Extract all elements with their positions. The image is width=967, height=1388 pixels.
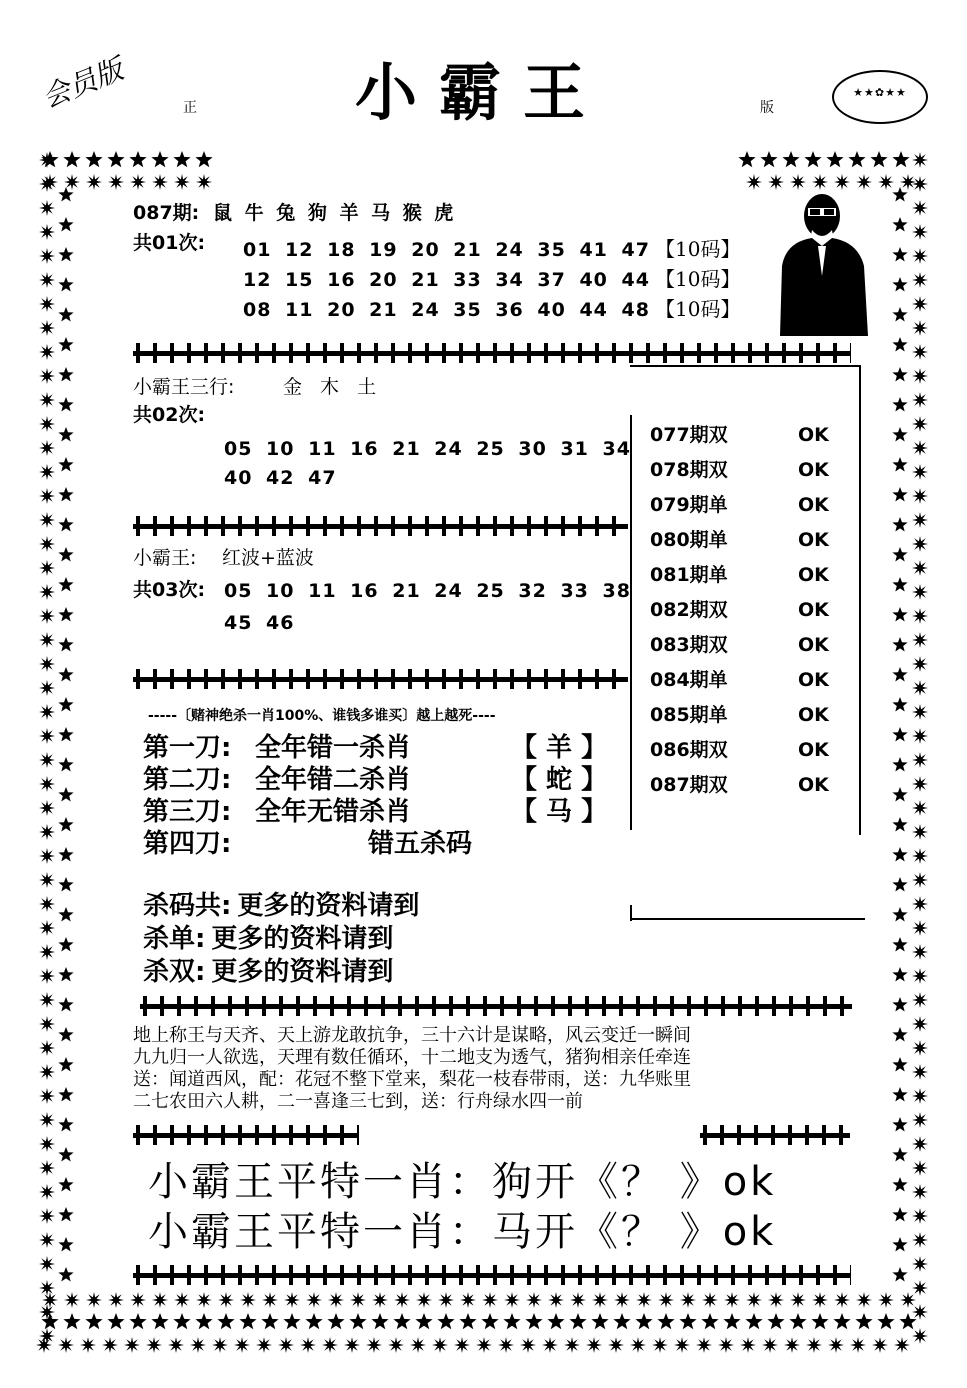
knife-desc: 全年错二杀肖: [255, 765, 412, 795]
knife-row: [143, 828, 473, 860]
knife-label: 第一刀:: [143, 733, 232, 763]
poem-line: 九九归一人欲选，天理有数任循环，十二地支为透气，猪狗相亲任牵连: [133, 1047, 691, 1068]
zodiac-list: 鼠 牛 兔 狗 羊 马 猴 虎: [213, 202, 457, 224]
history-row: [650, 455, 829, 490]
history-period: 078期双: [650, 459, 728, 481]
history-result: OK: [798, 774, 829, 796]
seal-stars: ★★✿★★: [853, 86, 907, 99]
prediction-line: 小霸王平特一肖：马开《？ 》ok: [148, 1209, 777, 1255]
poem-line: 二七农田六人耕，二一喜逢三七到，送：行舟绿水四一前: [133, 1091, 583, 1112]
history-result: OK: [798, 459, 829, 481]
history-period: 081期单: [650, 564, 728, 586]
divider-rail: [133, 1264, 851, 1286]
count-label-3: 共03次:: [133, 579, 206, 601]
divider-rail: [133, 668, 628, 690]
kill-label: 杀单:: [143, 924, 206, 954]
number-row: 40 42 47: [224, 467, 337, 489]
divider-rail: [140, 995, 852, 1017]
kill-row: [143, 890, 419, 922]
knife-row: [143, 732, 608, 764]
three-elements-value: 金 木 土: [283, 376, 383, 398]
knives-list: [143, 732, 608, 860]
knife-label: 第三刀:: [143, 797, 232, 827]
history-result: OK: [798, 424, 829, 446]
history-result: OK: [798, 669, 829, 691]
kill-text: 更多的资料请到: [211, 957, 394, 987]
knife-row: [143, 796, 608, 828]
history-box-right: [859, 365, 861, 835]
divider-rail: [133, 342, 851, 364]
history-period: 082期双: [650, 599, 728, 621]
kill-label: 杀码共:: [143, 891, 232, 921]
kill-text: 更多的资料请到: [237, 891, 420, 921]
knife-row: [143, 764, 608, 796]
history-row: [650, 770, 829, 805]
number-row: 08 11 20 21 24 35 36 40 44 48: [243, 299, 650, 321]
wave-label: 小霸王:: [133, 547, 197, 569]
knife-label: 第二刀:: [143, 765, 232, 795]
knife-label: 第四刀:: [143, 829, 232, 859]
knife-result: 【 羊 】: [511, 733, 608, 763]
number-row: 05 10 11 16 21 24 25 32 33 38: [224, 580, 631, 602]
kill-text: 更多的资料请到: [211, 924, 394, 954]
history-result: OK: [798, 599, 829, 621]
wave-value: 红波+蓝波: [222, 547, 314, 569]
number-row: 45 46: [224, 612, 295, 634]
page-title: 小霸王: [355, 56, 608, 129]
count-tag: 【10码】: [655, 267, 741, 291]
history-period: 083期双: [650, 634, 728, 656]
number-rows-1: [243, 233, 740, 323]
kill-label: 杀双:: [143, 957, 206, 987]
history-row: [650, 665, 829, 700]
knife-result: 【 蛇 】: [511, 765, 608, 795]
divider-rail: [133, 515, 628, 537]
history-period: 087期双: [650, 774, 728, 796]
ban-tag: 版: [760, 100, 774, 116]
history-row: [650, 490, 829, 525]
prediction-line: 小霸王平特一肖：狗开《？ 》ok: [148, 1159, 777, 1205]
divider-rail: [133, 1124, 359, 1146]
kill-row: [143, 956, 393, 988]
history-result: OK: [798, 739, 829, 761]
history-row: [650, 525, 829, 560]
history-period: 080期单: [650, 529, 728, 551]
count-label-1: 共01次:: [133, 232, 206, 254]
history-row: [650, 595, 829, 630]
history-row: [650, 560, 829, 595]
history-period: 079期单: [650, 494, 728, 516]
count-label-2: 共02次:: [133, 404, 206, 426]
history-result: OK: [798, 564, 829, 586]
poem-line: 送：闻道西风，配：花冠不整下堂来，梨花一枝春带雨，送：九华账里: [133, 1069, 691, 1090]
history-box-left: [630, 415, 632, 830]
portrait-image: [772, 186, 872, 336]
knife-result: 【 马 】: [511, 797, 608, 827]
poem-block: [133, 1025, 691, 1113]
number-row: 01 12 18 19 20 21 24 35 41 47: [243, 239, 650, 261]
kill-row: [143, 923, 393, 955]
history-row: [650, 735, 829, 770]
banner-text: -----〔赌神绝杀一肖100%、谁钱多谁买〕越上越死----: [148, 708, 496, 724]
history-result: OK: [798, 634, 829, 656]
poem-line: 地上称王与天齐、天上游龙敢抗争，三十六计是谋略，风云变迁一瞬间: [133, 1025, 691, 1046]
zheng-tag: 正: [183, 100, 197, 116]
history-row: [650, 700, 829, 735]
history-result: OK: [798, 704, 829, 726]
count-tag: 【10码】: [655, 297, 741, 321]
member-edition-tag: 会员版: [37, 52, 128, 115]
history-row: [650, 630, 829, 665]
period-label: 087期:: [133, 202, 200, 224]
history-box-top: [630, 365, 861, 367]
history-period: 086期双: [650, 739, 728, 761]
history-box-bottom: [630, 918, 865, 920]
history-result: OK: [798, 529, 829, 551]
divider-rail: [700, 1124, 850, 1146]
count-tag: 【10码】: [655, 237, 741, 261]
history-row: [650, 420, 829, 455]
history-period: 085期单: [650, 704, 728, 726]
number-row: 12 15 16 20 21 33 34 37 40 44: [243, 269, 650, 291]
knife-desc: 全年无错杀肖: [255, 797, 412, 827]
knife-desc: 全年错一杀肖: [255, 733, 412, 763]
history-list: [650, 420, 829, 805]
number-row: 05 10 11 16 21 24 25 30 31 34: [224, 438, 631, 460]
history-period: 084期单: [650, 669, 728, 691]
knife-desc: 错五杀码: [368, 829, 473, 859]
three-elements-label: 小霸王三行:: [133, 376, 235, 398]
history-period: 077期双: [650, 424, 728, 446]
history-result: OK: [798, 494, 829, 516]
seal-stamp: [832, 70, 928, 124]
